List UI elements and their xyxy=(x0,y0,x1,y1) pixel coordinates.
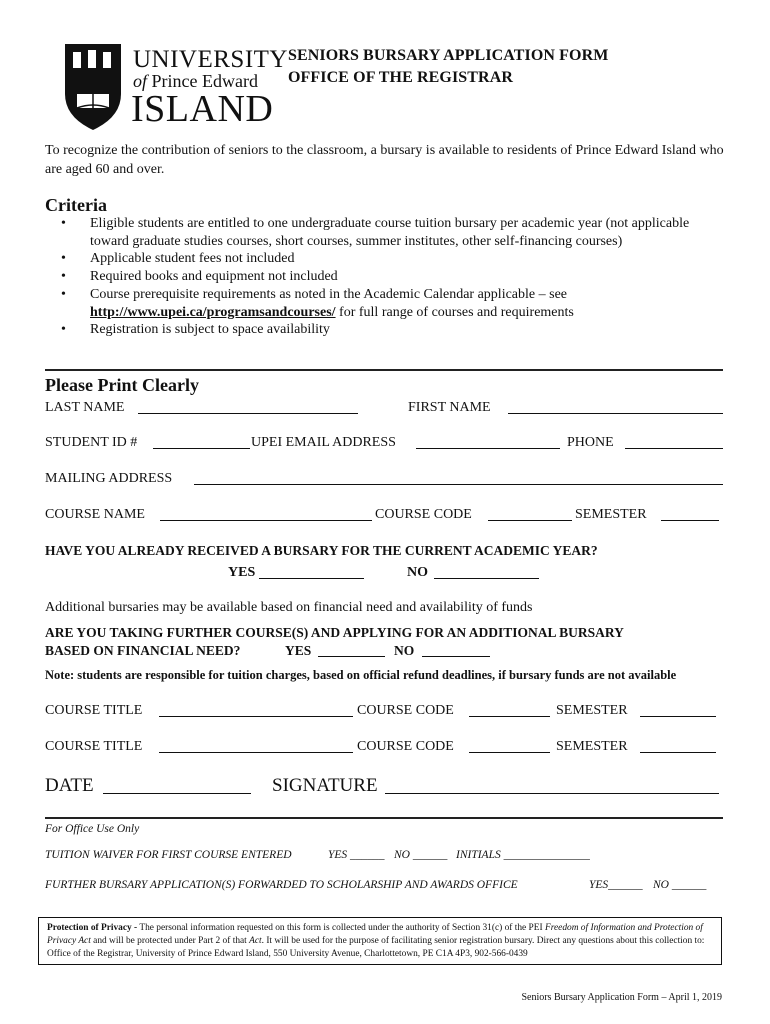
phone-label: PHONE xyxy=(567,435,614,450)
semester-field[interactable] xyxy=(640,740,716,753)
q1-yes-label: YES xyxy=(228,565,256,580)
q1-no-field[interactable] xyxy=(434,566,539,579)
q2-no-label: NO xyxy=(394,643,415,658)
course-name-field[interactable] xyxy=(160,508,372,521)
criteria-heading: Criteria xyxy=(45,195,107,215)
university-logo xyxy=(63,42,288,132)
q2-yes-field[interactable] xyxy=(318,644,385,657)
criteria-item: • Eligible students are entitled to one undergraduate course tuition bursary per academic year (not applicable toward graduate studies courses, short courses, summer institutes, other self-financing courses) xyxy=(61,216,690,249)
email-field[interactable] xyxy=(416,436,560,449)
date-label: DATE xyxy=(45,775,94,796)
course-title-field[interactable] xyxy=(159,740,353,753)
student-id-field[interactable] xyxy=(153,436,250,449)
logo-line-university: UNIVERSITY xyxy=(133,46,288,73)
semester-label: SEMESTER xyxy=(575,507,647,522)
student-id-label: STUDENT ID # xyxy=(45,435,138,450)
q2-no-field[interactable] xyxy=(422,644,490,657)
criteria-item: • Registration is subject to space availability xyxy=(61,322,330,338)
form-subtitle: OFFICE OF THE REGISTRAR xyxy=(288,69,514,86)
further-bursary-label: FURTHER BURSARY APPLICATION(S) FORWARDED TO SCHOLARSHIP AND AWARDS OFFICE xyxy=(45,879,518,891)
course-title-label: COURSE TITLE xyxy=(45,739,143,754)
additional-bursaries-text: Additional bursaries may be available based on financial need and availability of funds xyxy=(45,600,533,615)
signature-field[interactable] xyxy=(385,777,719,794)
last-name-field[interactable] xyxy=(138,401,358,414)
mailing-address-label: MAILING ADDRESS xyxy=(45,471,173,486)
logo-line-island: ISLAND xyxy=(131,88,274,130)
semester-field[interactable] xyxy=(661,508,719,521)
initials-field[interactable]: INITIALS _______________ xyxy=(456,849,590,861)
last-name-label: LAST NAME xyxy=(45,400,125,415)
semester-field[interactable] xyxy=(640,704,716,717)
further-no-field[interactable]: NO ______ xyxy=(653,879,707,891)
course-code-field[interactable] xyxy=(469,740,550,753)
course-code-label: COURSE CODE xyxy=(357,739,454,754)
q1-no-label: NO xyxy=(407,565,428,580)
criteria-item: • Applicable student fees not included xyxy=(61,251,295,267)
intro-paragraph: To recognize the contribution of seniors to the classroom, a bursary is available to residents of Prince Edward Island who are aged 60 and over. xyxy=(45,143,724,177)
programs-link[interactable]: http://www.upei.ca/programsandcourses/ xyxy=(90,304,336,320)
office-divider xyxy=(45,817,723,819)
course-code-field[interactable] xyxy=(488,508,572,521)
email-label: UPEI EMAIL ADDRESS xyxy=(251,435,396,450)
form-title: SENIORS BURSARY APPLICATION FORM xyxy=(288,47,609,64)
course-name-label: COURSE NAME xyxy=(45,507,145,522)
tuition-waiver-label: TUITION WAIVER FOR FIRST COURSE ENTERED xyxy=(45,849,292,861)
print-clearly-heading: Please Print Clearly xyxy=(45,375,199,395)
phone-field[interactable] xyxy=(625,436,723,449)
privacy-notice: Protection of Privacy - The personal information requested on this form is collected under the authority of Section 31(c) of the PEI Freedom of Information and Protection of Privacy Act and will be protected under Part 2 of that Act. It will be used for the purpose of facilitating senior registration bursary. Direct any questions about this collection to: Office of the Registrar, University of Prince Edward Island, 550 University Avenue, Charlottetown, PE C1A 4P3, 902-566-0439 xyxy=(38,917,722,965)
first-name-field[interactable] xyxy=(508,401,723,414)
signature-label: SIGNATURE xyxy=(272,775,378,796)
footer-text: Seniors Bursary Application Form – April 1, 2019 xyxy=(521,992,722,1003)
course-title-field[interactable] xyxy=(159,704,353,717)
further-yes-field[interactable]: YES______ xyxy=(589,879,643,891)
mailing-address-field[interactable] xyxy=(194,472,723,485)
waiver-yes-field[interactable]: YES ______ xyxy=(328,849,385,861)
semester-label: SEMESTER xyxy=(556,739,628,754)
semester-label: SEMESTER xyxy=(556,703,628,718)
section-divider xyxy=(45,369,723,371)
further-courses-question: ARE YOU TAKING FURTHER COURSE(S) AND APPLYING FOR AN ADDITIONAL BURSARY xyxy=(45,625,624,640)
financial-need-question: BASED ON FINANCIAL NEED? xyxy=(45,643,241,658)
criteria-item: • Required books and equipment not included xyxy=(61,269,338,285)
course-code-label: COURSE CODE xyxy=(375,507,472,522)
first-name-label: FIRST NAME xyxy=(408,400,491,415)
q1-yes-field[interactable] xyxy=(259,566,364,579)
waiver-no-field[interactable]: NO ______ xyxy=(394,849,448,861)
already-received-question: HAVE YOU ALREADY RECEIVED A BURSARY FOR THE CURRENT ACADEMIC YEAR? xyxy=(45,543,598,558)
office-use-heading: For Office Use Only xyxy=(45,823,140,835)
logo-line-prince-edward: of Prince Edward xyxy=(133,71,258,91)
refund-note: Note: students are responsible for tuition charges, based on official refund deadlines, if bursary funds are not available xyxy=(45,668,677,682)
q2-yes-label: YES xyxy=(285,643,312,658)
course-code-label: COURSE CODE xyxy=(357,703,454,718)
course-title-label: COURSE TITLE xyxy=(45,703,143,718)
criteria-list xyxy=(45,215,725,339)
date-field[interactable] xyxy=(103,777,251,794)
criteria-item: • Course prerequisite requirements as noted in the Academic Calendar applicable – see http://www.upei.ca/programsandcourses/ for full range of courses and requirements xyxy=(61,286,574,320)
course-code-field[interactable] xyxy=(469,704,550,717)
